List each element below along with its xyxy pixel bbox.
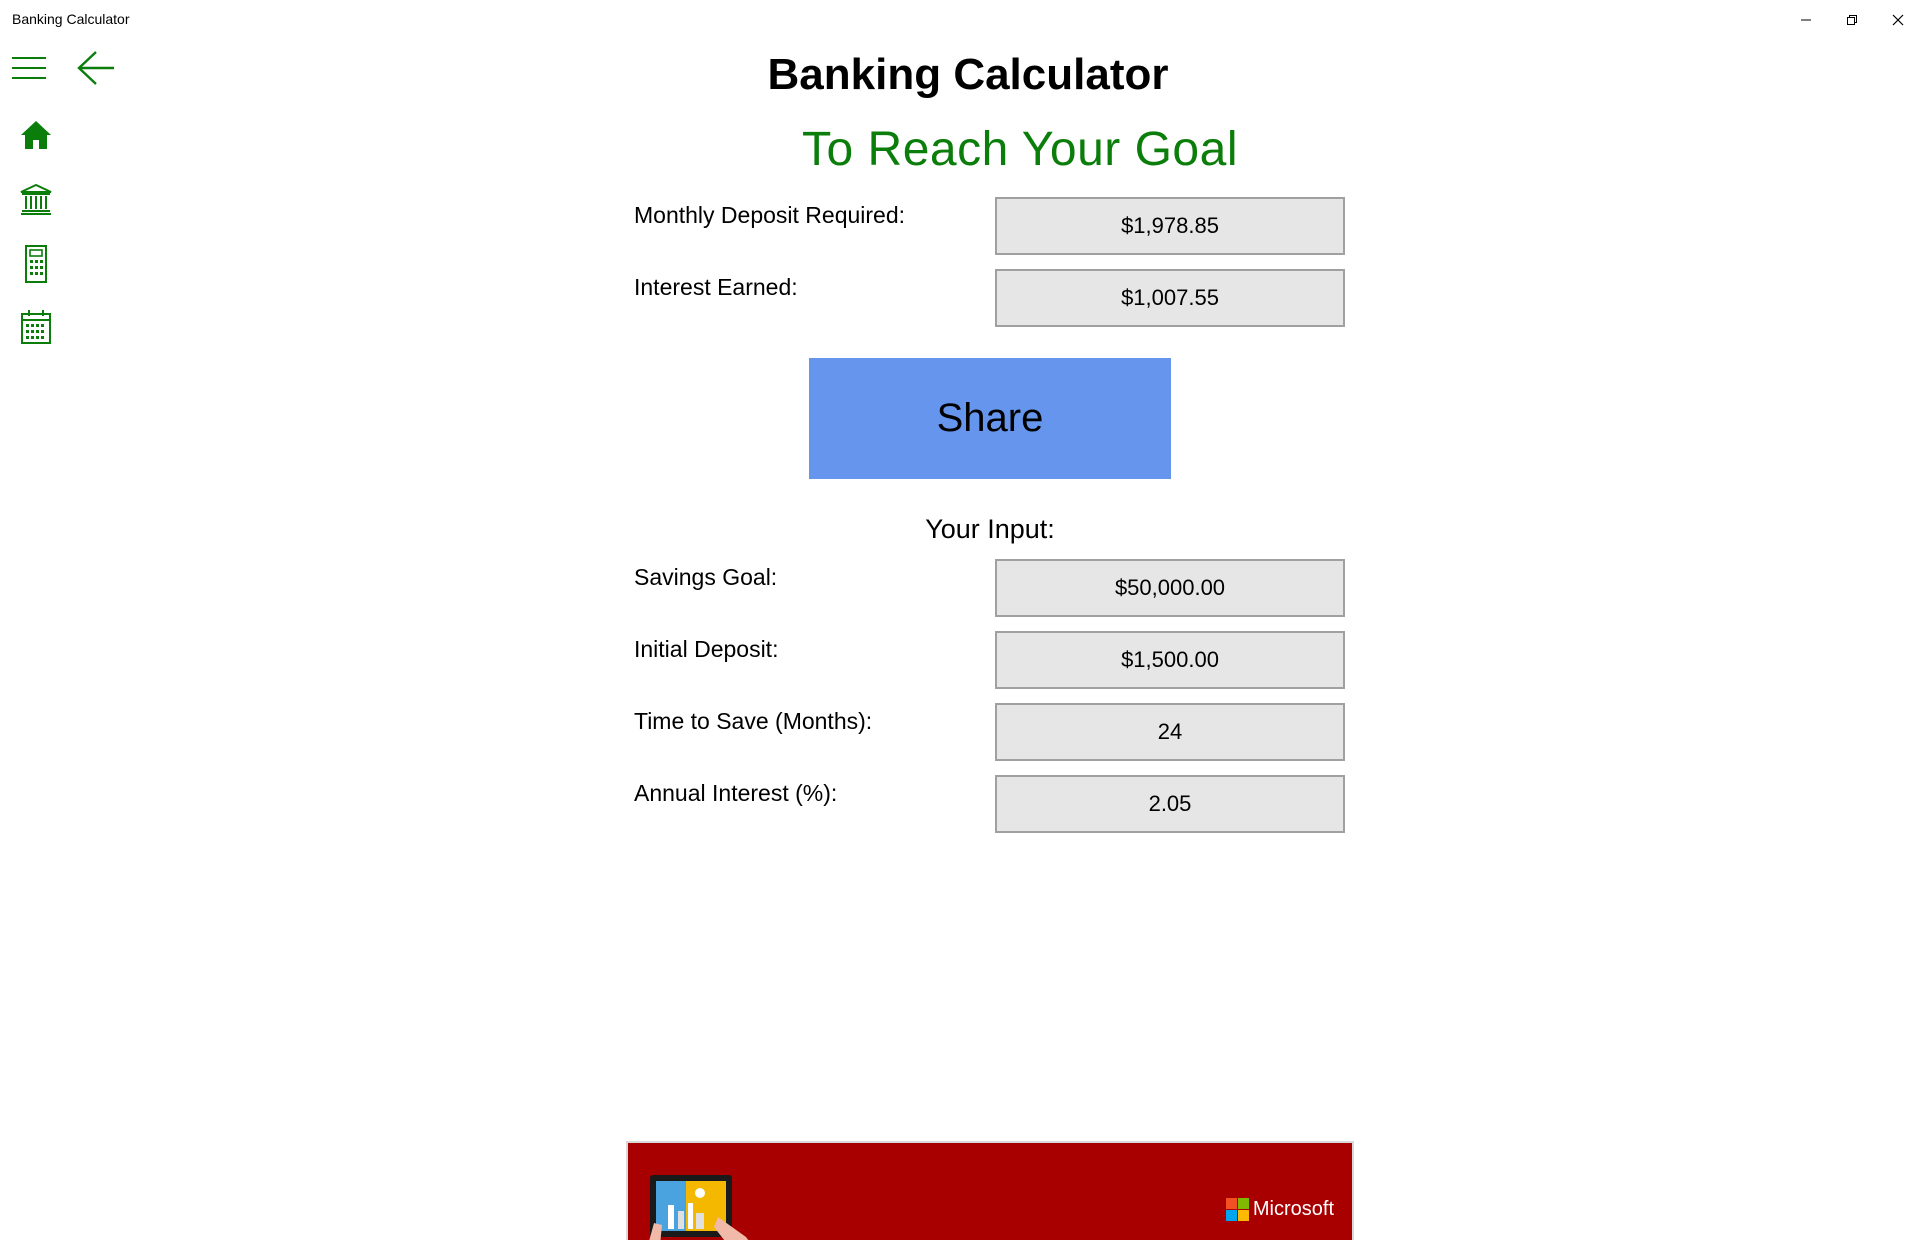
interest-earned-value: $1,007.55 — [995, 269, 1345, 327]
your-input-heading: Your Input: — [925, 514, 1055, 544]
page-subtitle: To Reach Your Goal — [802, 123, 1238, 176]
nav-calculator[interactable] — [20, 244, 52, 284]
annual-interest-field[interactable]: 2.05 — [995, 775, 1345, 833]
annual-interest-label: Annual Interest (%): — [634, 780, 838, 806]
tablet-illustration — [648, 1173, 758, 1240]
interest-earned-label: Interest Earned: — [634, 274, 798, 300]
restore-icon — [1846, 14, 1858, 26]
monthly-deposit-label: Monthly Deposit Required: — [634, 202, 906, 228]
calculator-icon — [23, 245, 49, 283]
savings-goal-label: Savings Goal: — [634, 564, 778, 590]
title-bar — [0, 0, 1920, 40]
nav-calendar[interactable] — [18, 308, 54, 346]
calendar-icon — [20, 309, 52, 345]
bank-icon — [20, 183, 52, 215]
minimize-icon — [1800, 14, 1812, 26]
ad-banner[interactable] — [626, 1141, 1354, 1240]
nav-bank[interactable] — [18, 182, 54, 216]
close-button[interactable] — [1876, 6, 1920, 34]
restore-button[interactable] — [1830, 6, 1874, 34]
share-button[interactable]: Share — [809, 358, 1171, 479]
initial-deposit-field[interactable]: $1,500.00 — [995, 631, 1345, 689]
microsoft-logo — [1226, 1198, 1334, 1221]
time-to-save-field[interactable]: 24 — [995, 703, 1345, 761]
minimize-button[interactable] — [1784, 6, 1828, 34]
monthly-deposit-value: $1,978.85 — [995, 197, 1345, 255]
page-title: Banking Calculator — [767, 50, 1169, 99]
app-title: Banking Calculator — [12, 11, 130, 27]
time-to-save-label: Time to Save (Months): — [634, 708, 873, 734]
initial-deposit-label: Initial Deposit: — [634, 636, 779, 662]
ad-brand-text: Microsoft — [1252, 1198, 1334, 1220]
savings-goal-field[interactable]: $50,000.00 — [995, 559, 1345, 617]
microsoft-logo-icon — [1226, 1198, 1249, 1221]
close-icon — [1892, 14, 1904, 26]
